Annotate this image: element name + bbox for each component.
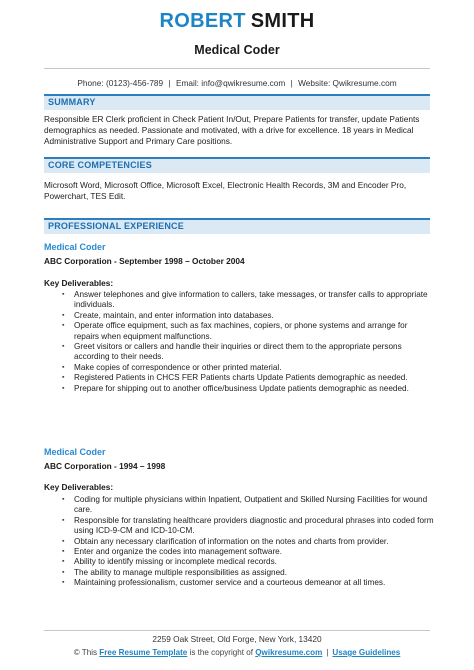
list-item: ▪ The ability to manage multiple responsibilities as assigned. — [62, 568, 434, 578]
footer-divider — [44, 630, 430, 631]
summary-heading: SUMMARY — [48, 97, 96, 107]
footer-address: 2259 Oak Street, Old Forge, New York, 13420 — [152, 634, 322, 644]
footer-separator: | — [326, 648, 329, 657]
list-item: ▪ Obtain any necessary clarification of information on the notes and charts from provider. — [62, 537, 434, 547]
contact-email[interactable]: Email: info@qwikresume.com — [175, 78, 286, 88]
job-1-company: ABC Corporation - September 1998 – October 2004 — [44, 256, 245, 266]
list-item: ▪ Coding for multiple physicians within Inpatient, Outpatient and Skilled Nursing Facilities for wound care. — [62, 495, 434, 516]
list-item: ▪ Ability to identify missing or incomplete medical records. — [62, 557, 434, 567]
job-2-deliverables-label: Key Deliverables: — [44, 482, 114, 492]
list-item: ▪ Responsible for translating healthcare providers diagnostic and procedural phrases into coded form using ICD-9-CM and ICD-10-CM. — [62, 516, 434, 537]
list-item: ▪ Greet visitors or callers and handle their inquiries or direct them to the appropriate persons according to their needs. — [62, 342, 434, 363]
competencies-heading: CORE COMPETENCIES — [48, 160, 152, 170]
list-item: ▪ Maintaining professionalism, customer service and a courteous demeanor at all times. — [62, 578, 434, 588]
competencies-section-header — [44, 157, 430, 173]
free-resume-template-link[interactable]: Free Resume Template — [99, 648, 188, 657]
copyright-by-text: is the copyright of — [189, 648, 253, 657]
list-item: ▪ Answer telephones and give information to callers, take messages, or transfer calls to appropriate individuals. — [62, 290, 434, 311]
contact-phone: Phone: (0123)-456-789 — [77, 78, 164, 88]
contact-separator: | — [168, 78, 171, 88]
experience-heading: PROFESSIONAL EXPERIENCE — [48, 221, 184, 231]
contact-line — [0, 78, 474, 88]
header-divider — [44, 68, 430, 69]
copyright-line — [0, 648, 474, 657]
copyright-prefix: © This — [73, 648, 98, 657]
contact-website[interactable]: Website: Qwikresume.com — [298, 78, 397, 88]
last-name: SMITH — [250, 10, 315, 32]
list-item: ▪ Enter and organize the codes into management software. — [62, 547, 434, 557]
job-2-title: Medical Coder — [44, 447, 106, 457]
competencies-text: Microsoft Word, Microsoft Office, Microsoft Excel, Electronic Health Records, 3M and Encoder Pro, Powerchart, TES Edit. — [44, 180, 407, 201]
job-1-deliverables-list — [62, 290, 434, 394]
qwikresume-link[interactable]: Qwikresume.com — [255, 648, 323, 657]
job-1-title: Medical Coder — [44, 242, 106, 252]
list-item: ▪ Operate office equipment, such as fax machines, copiers, or phone systems and arrange for repairs when equipment malfunctions. — [62, 321, 434, 342]
job-title-header: Medical Coder — [194, 43, 280, 57]
candidate-name — [0, 10, 474, 33]
summary-section-header — [44, 94, 430, 110]
list-item: ▪ Registered Patients in CHCS FER Patients charts Update Patients demographic as needed. — [62, 373, 434, 383]
contact-separator: | — [290, 78, 293, 88]
list-item: ▪ Make copies of correspondence or other printed material. — [62, 363, 434, 373]
job-2-company: ABC Corporation - 1994 – 1998 — [44, 461, 166, 471]
summary-text: Responsible ER Clerk proficient in Check Patient In/Out, Prepare Patients for transfer, update Patients demographics as needed. Passionate and motivated, with a drive for excellence. 18 years in Medical Administrative Support and Primary Care positions. — [44, 114, 420, 146]
list-item: ▪ Create, maintain, and enter information into databases. — [62, 311, 434, 321]
list-item: ▪ Prepare for shipping out to another office/business Update patients demographic as needed. — [62, 384, 434, 394]
first-name: ROBERT — [159, 10, 246, 32]
experience-section-header — [44, 218, 430, 234]
job-2-deliverables-list — [62, 495, 434, 589]
usage-guidelines-link[interactable]: Usage Guidelines — [332, 648, 401, 657]
job-1-deliverables-label: Key Deliverables: — [44, 278, 114, 288]
